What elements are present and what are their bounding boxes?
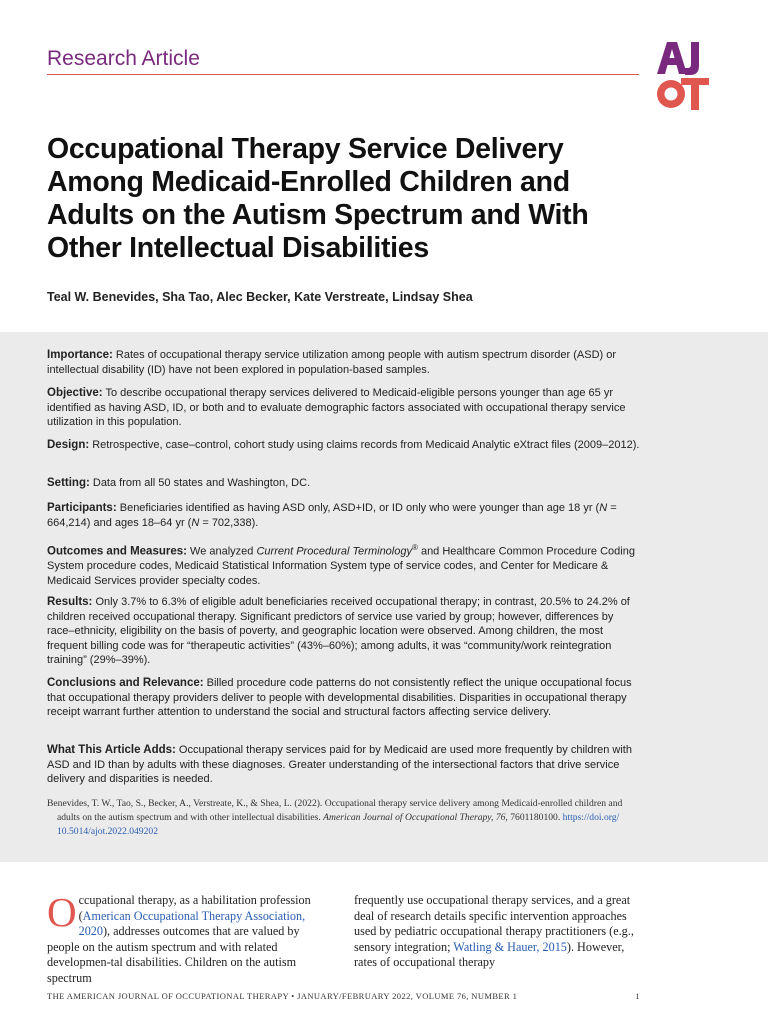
abstract-outcomes (47, 541, 640, 588)
cpt-term: Current Procedural Terminology (256, 545, 412, 558)
doi-link-continued[interactable]: 10.5014/ajot.2022.049202 (57, 826, 158, 837)
abstract-heading: Conclusions and Relevance: (47, 677, 204, 689)
section-label: Research Article (47, 47, 200, 70)
citation-line: Benevides, T. W., Tao, S., Becker, A., Verstreate, K., & Shea, L. (2022). Occupational therapy service delivery among Medicaid-enrolled children and (47, 798, 623, 809)
article-title: Occupational Therapy Service Delivery Among Medicaid-Enrolled Children and Adults on the Autism Spectrum and With Other Intellectual Disabilities (47, 133, 589, 264)
page-number: 1 (635, 991, 640, 1001)
abstract-text: Billed procedure code patterns do not consistently reflect the unique occupational focus that occupational therapy providers deliver to people with developmental disabilities. Disparities in occupational therapy receipt warrant further attention to understand the social and structural factors affecting service delivery. (47, 677, 632, 718)
abstract-text: Occupational therapy services paid for by Medicaid are used more frequently by children with ASD and ID than by adults with these diagnoses. Greater understanding of the intersectional factors that drive service delivery and disparities is needed. (47, 744, 632, 785)
registered-mark: ® (411, 543, 418, 552)
abstract-conclusions (47, 676, 640, 720)
body-text: ), addresses outcomes that are valued by people on the autism spectrum and with related developmen-tal disabilities. Children on the autism spectrum (47, 924, 300, 985)
reference-link-watling[interactable]: Watling & Hauer, 2015 (453, 939, 567, 954)
body-text: ccupational therapy, as a habilitation profession ( (78, 893, 311, 923)
abstract-heading: What This Article Adds: (47, 744, 176, 756)
abstract-text: Only 3.7% to 6.3% of eligible adult beneficiaries received occupational therapy; in contrast, 20.5% to 24.2% of children received occupational therapy. Significant predictors of service use varied by group; however, differences by race–ethnicity, eligibility on the basis of poverty, and geographic location were observed. Among children, the most frequent billing code was for “therapeutic activities” (43%–60%); among adults, it was “community/work reintegration training” (29%–39%). (47, 596, 630, 666)
body-text: frequently use occupational therapy services, and a great deal of research details specific intervention approaches used by pediatric occupational therapy practitioners (e.g., sensory integration; (354, 893, 634, 954)
abstract-heading: Design: (47, 439, 90, 451)
journal-name: American Journal of Occupational Therapy, 76, (323, 812, 508, 823)
citation (47, 797, 647, 839)
citation-text: adults on the autism spectrum and with other intellectual disabilities. (57, 812, 324, 823)
body-text: ). However, rates of occupational therapy (354, 939, 625, 970)
abstract-text: and Healthcare Common Procedure Coding System procedure codes, Medicaid Statistical Information System type of service codes, and Center for Medicare & Medicaid Services provider specialty codes. (47, 545, 635, 587)
doi-link[interactable]: https://doi.org/ (562, 812, 620, 823)
abstract-what-this-adds (47, 743, 640, 787)
abstract-text: = 664,214) and ages 18–64 yr ( (47, 502, 617, 529)
reference-link-aota[interactable]: American Occupational Therapy Association, 2020 (78, 908, 306, 939)
abstract-setting (47, 476, 640, 491)
body-column-left (47, 889, 329, 987)
page-footer (47, 991, 640, 1001)
abstract-participants (47, 501, 640, 530)
journal-running-footer: THE AMERICAN JOURNAL OF OCCUPATIONAL THERAPY • JANUARY/FEBRUARY 2022, VOLUME 76, NUMBER 1 (47, 991, 518, 1001)
ajot-logo (655, 40, 711, 112)
body-column-right (354, 893, 636, 971)
citation-line (47, 811, 647, 825)
abstract-heading: Importance: (47, 349, 113, 361)
citation-line (47, 825, 647, 839)
abstract-text: Data from all 50 states and Washington, DC. (92, 477, 311, 489)
abstract-objective (47, 386, 640, 430)
abstract-text: To describe occupational therapy services delivered to Medicaid-eligible persons younger than age 65 yr identified as having ASD, ID, or both and to evaluate demographic factors associated with occupational therapy service utilization in this population. (47, 387, 626, 428)
abstract-heading: Participants: (47, 502, 117, 514)
n-symbol: N (599, 502, 608, 514)
drop-cap: O (47, 889, 77, 935)
citation-text: 7601180100. (507, 812, 563, 823)
abstract-results (47, 595, 640, 668)
abstract-text: Retrospective, case–control, cohort study using claims records from Medicaid Analytic eXtract files (2009–2012). (92, 439, 640, 451)
abstract-heading: Results: (47, 596, 93, 608)
abstract-text: Beneficiaries identified as having ASD only, ASD+ID, or ID only who were younger than age 18 yr ( (119, 502, 600, 514)
abstract-text: Rates of occupational therapy service utilization among people with autism spectrum disorder (ASD) or intellectual disability (ID) have not been explored in population-based samples. (47, 349, 617, 376)
author-list: Teal W. Benevides, Sha Tao, Alec Becker, Kate Verstreate, Lindsay Shea (47, 290, 473, 304)
n-symbol: N (191, 516, 200, 529)
abstract-text: We analyzed (190, 545, 257, 558)
abstract-importance (47, 348, 640, 377)
section-divider (47, 74, 639, 75)
abstract-design (47, 438, 640, 453)
abstract-heading: Outcomes and Measures: (47, 545, 187, 558)
abstract-text: = 702,338). (199, 516, 259, 529)
abstract-heading: Setting: (47, 477, 90, 489)
abstract-heading: Objective: (47, 387, 103, 399)
